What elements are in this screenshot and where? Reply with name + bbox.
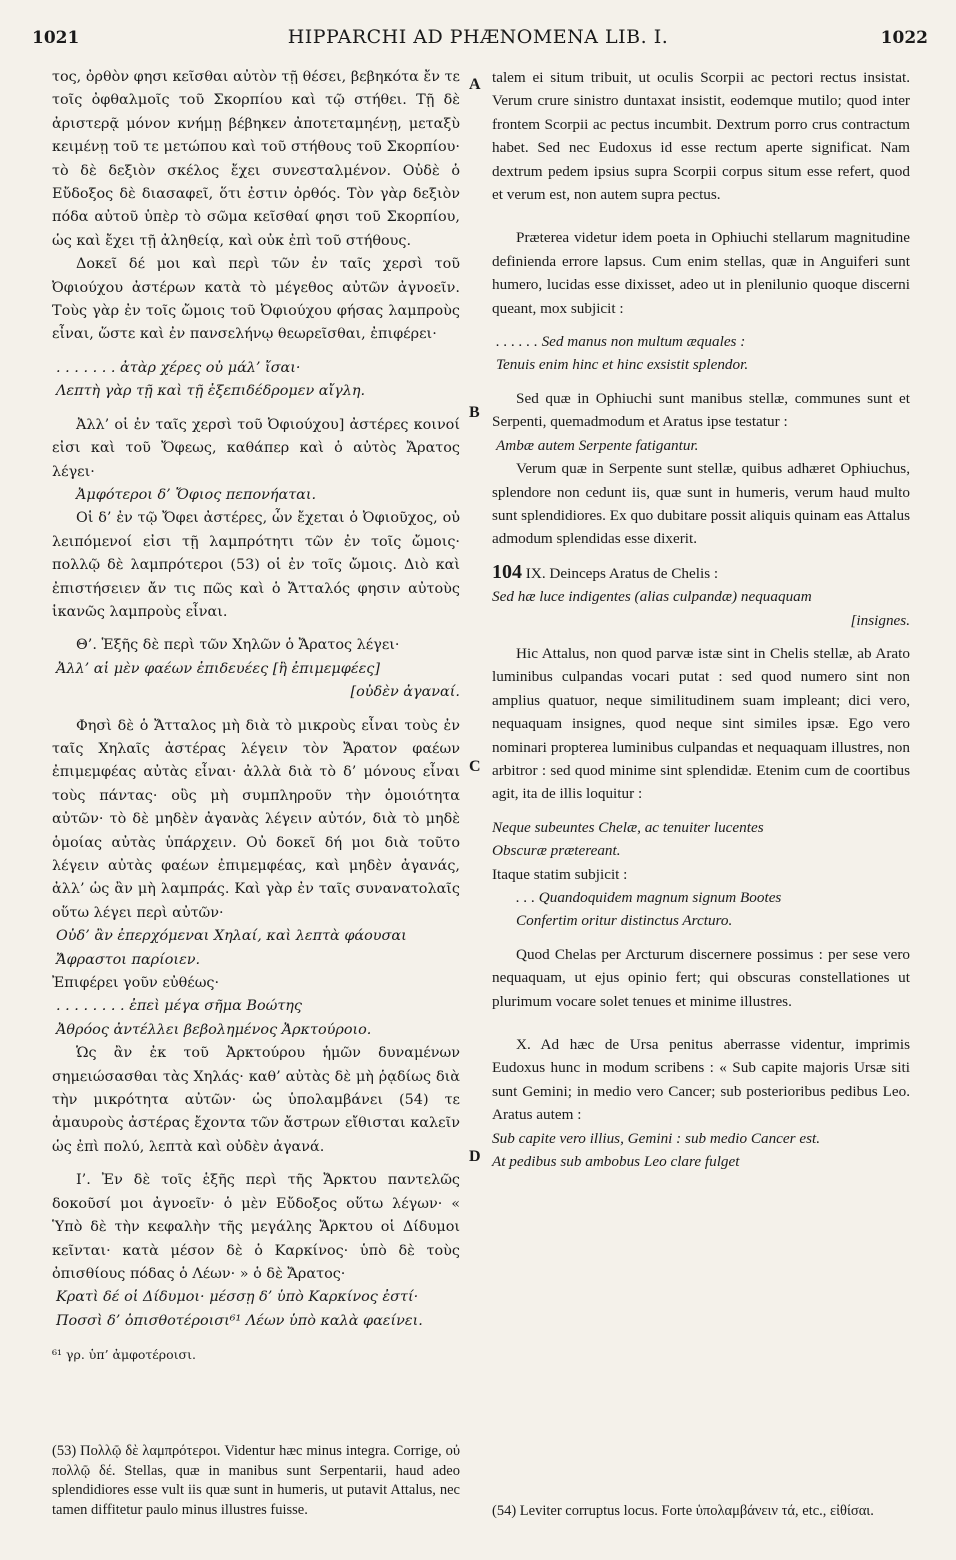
greek-paragraph: Οἱ δ’ ἐν τῷ Ὄφει ἀστέρες, ὧν ἔχεται ὁ Ὀφιοῦχος, οὐ λειπόμενοί εἰσι τῇ λαμπρότητι τῶν ἐν τοῖς ὤμοις· πολλῷ δὲ λαμπρότεροι (53) οἱ ἐν τοῖς ὤμοις. Διὸ καὶ ἐπιστήσειεν ἄν τις πῶς καὶ ὁ Ἄτταλός φησιν αὐτοὺς ἱκανῶς λαμπροὺς εἶναι. — [52, 510, 460, 620]
greek-verse: [οὐδὲν ἀγαναί. — [350, 684, 460, 701]
latin-verse: Sub capite vero illius, Gemini : sub medio Cancer est. — [492, 1129, 821, 1147]
greek-verse: Ἄφραστοι παρίοιεν. — [56, 951, 201, 968]
greek-paragraph: Ὡς ἂν ἐκ τοῦ Ἀρκτούρου ἡμῶν δυναμένων σημειώσασθαι τὰς Χηλάς· καθ’ αὐτὰς δὲ μὴ ῥᾳδίως διὰ τὴν μικρότητα αὐτῶν· ὡς ὑπολαμβάνει (54) τε ἀμαυροὺς ἀστέρας ἔχοντα τῶν ἄστρων εἴθισται καλεῖν ὡς ἐπὶ πολύ, λεπτὰ καὶ οὐδὲν ἀγανά. — [52, 1045, 460, 1155]
greek-verse: Κρατὶ δέ οἱ Δίδυμοι· μέσσῃ δ’ ὑπὸ Καρκίνος ἐστί· — [56, 1289, 419, 1306]
greek-paragraph: Φησὶ δὲ ὁ Ἄτταλος μὴ διὰ τὸ μικροὺς εἶναι τοὺς ἐν ταῖς Χηλαῖς ἀστέρας λέγειν τὸν Ἄρατον φαέων ἐπιμεμφέας αὐτὰς εἶναι· ἀλλὰ διὰ τὸ δ’ μόνους εἶναι τοὺς πάντας· οὓς μὴ συμπληροῦν τὴν ὁμοιότητα αὐτῶν· τὸ δὲ μηδὲν ἀγανὰς λέγειν αὐτόν, διὰ τὸ μηδὲ ὁμοίας αὐτὰς ὑπάρχειν. Οὐ δοκεῖ δή μοι διὰ τοῦτο λέγειν αὐτὰς φαέων ἐπιμεμφέας, καὶ μηδὲν ἀγανάς, ἀλλ’ ὡς ἂν μὴ λαμπράς. Καὶ γὰρ ἐν ταῖς συνανατολαῖς οὕτω λέγει περὶ αὐτῶν· — [52, 717, 460, 921]
latin-verse: [insignes. — [850, 611, 910, 629]
latin-verse: Neque subeuntes Chelæ, ac tenuiter lucentes — [492, 818, 764, 836]
latin-verse: . . . Quandoquidem magnum signum Bootes — [516, 889, 782, 906]
greek-verse: Ἀλλ’ αἱ μὲν φαέων ἐπιδευέες [ἢ ἐπιμεμφέες] — [56, 660, 380, 677]
margin-marker-b: B — [469, 404, 480, 421]
latin-paragraph: Præterea videtur idem poeta in Ophiuchi stellarum magnitudine definienda errore lapsus. Cum enim stellas, quæ in Anguiferi sunt humero, lucidas esse dixisset, adeo ut in plenilunio quoque discerni queant, mox subjicit : — [492, 229, 910, 317]
greek-variant-note: ⁶¹ γρ. ὑπ’ ἀμφοτέροισι. — [52, 1347, 196, 1363]
greek-column — [52, 66, 460, 1367]
margin-marker-c: C — [469, 758, 481, 775]
greek-verse: . . . . . . . ἀτὰρ χέρες οὐ μάλ’ ἴσαι· — [56, 359, 301, 376]
latin-paragraph: Quod Chelas per Arcturum discernere possimus : per sese vero nequaquam, ut ejus opinio fert; qui obscuras constellationes ut plurimum vocare solet tenues et minime illustres. — [492, 945, 910, 1010]
greek-verse: Ἀμφότεροι δ’ Ὄφιος πεπονήαται. — [76, 486, 317, 503]
latin-paragraph: Sed quæ in Ophiuchi sunt manibus stellæ, communes sunt et Serpenti, quemadmodum et Aratus ipse testatur : — [492, 389, 910, 431]
greek-verse: Ποσσὶ δ’ ὀπισθοτέροισι⁶¹ Λέων ὑπὸ καλὰ φαείνει. — [56, 1312, 423, 1329]
greek-paragraph: Ι’. Ἐν δὲ τοῖς ἑξῆς περὶ τῆς Ἄρκτου παντελῶς δοκοῦσί μοι ἀγνοεῖν· ὁ μὲν Εὔδοξος οὕτω λέγων· « Ὑπὸ δὲ τὴν κεφαλὴν τῆς μεγάλης Ἄρκτου οἱ Δίδυμοι κεῖνται· κατὰ μέσον δὲ ὁ Καρκίνος· ὑπὸ δὲ τοὺς ὀπισθίους πόδας ὁ Λέων· » ὁ δὲ Ἄρατος· — [52, 1172, 460, 1282]
greek-section-heading: Θ’. Ἑξῆς δὲ περὶ τῶν Χηλῶν ὁ Ἄρατος λέγει· — [76, 637, 400, 654]
latin-column — [492, 66, 910, 1173]
latin-verse: Ambæ autem Serpente fatigantur. — [496, 436, 699, 454]
page-header — [0, 8, 956, 48]
margin-marker-a: A — [469, 76, 481, 93]
latin-paragraph: Hic Attalus, non quod parvæ istæ sint in Chelis stellæ, ab Arato luminibus culpandas vocari putat : sed quod numero sint non amplius quatuor, neque similitudinem suam impleant; dici vero, nequaquam insignes, quod neque sint similes ipsæ. Ego vero nominari propterea luminibus culpandas et nequaquam illustres, non arbitror : sed quod minime sint splendidæ. Etenim cum de coortibus agit, ita de illis loquitur : — [492, 644, 910, 803]
latin-paragraph: Itaque statim subjicit : — [492, 865, 628, 883]
left-page-number: 1021 — [32, 28, 80, 48]
latin-paragraph: X. Ad hæc de Ursa penitus aberrasse videntur, imprimis Eudoxus hunc in modum scribens : « Sub capite majoris Ursæ siti sunt Gemini; in medio vero Cancer; sub posterioribus pedibus Leo. Aratus autem : — [492, 1036, 910, 1124]
latin-verse: Sed hæ luce indigentes (alias culpandæ) nequaquam — [492, 588, 812, 606]
section-number: 104 — [492, 560, 522, 583]
latin-paragraph: talem ei situm tribuit, ut oculis Scorpii ac pectori rectus insistat. Verum crure sinistro duntaxat insistit, eodemque mutilo; quod inter frontem Scorpii ac pectus incumbit. Dextrum porro crus contractum habet. Sed nec Eudoxus id esse rectum aperte significat. Nam dextrum pedem ipsius supra Scorpii corpus situm esse refert, quod et verum est, non autem supra pectus. — [492, 69, 910, 204]
greek-verse: Ἀθρόος ἀντέλλει βεβολημένος Ἀρκτούροιο. — [56, 1021, 372, 1038]
margin-marker-d: D — [469, 1148, 481, 1165]
greek-verse: Οὐδ’ ἂν ἐπερχόμεναι Χηλαί, καὶ λεπτὰ φάουσαι — [56, 928, 407, 945]
latin-verse: Obscuræ prætereant. — [492, 842, 621, 860]
latin-section-lead: IX. Deinceps Aratus de Chelis : — [525, 564, 719, 582]
latin-verse: At pedibus sub ambobus Leo clare fulget — [492, 1153, 740, 1171]
greek-verse: Λεπτὴ γὰρ τῇ καὶ τῇ ἐξεπιδέδρομεν αἴγλη. — [56, 383, 366, 400]
greek-paragraph: τος, ὀρθὸν φησι κεῖσθαι αὐτὸν τῇ θέσει, βεβηκότα ἔν τε τοῖς ὀφθαλμοῖς τοῦ Σκορπίου καὶ τῷ στήθει. Τῇ δὲ ἀριστερᾷ μόνον κνήμῃ βέβηκεν ἀποτεταμηένῃ, μεταξὺ κειμένῃ τοῦ τε μετώπου καὶ τοῦ στήθους τοῦ Σκορπίου· τὸ δὲ δεξιὸν σκέλος ἔχει συνεσταλμένον. Οὐδὲ ὁ Εὔδοξος δὲ διασαφεῖ, ὅτι ἐστιν ὀρθός. Τὸν γὰρ δεξιὸν πόδα αὐτοῦ ὑπὲρ τὸ σῶμα κεῖσθαί φησι τοῦ Σκορπίου, ὡς καὶ ἔχει τῇ ἀληθείᾳ, καὶ οὐκ ἐπὶ τοῦ στήθους. — [52, 69, 460, 249]
greek-paragraph: Ἐπιφέρει γοῦν εὐθέως· — [52, 975, 220, 992]
footnote-54: (54) Leviter corruptus locus. Forte ὑπολαμβάνειν τά, etc., εἰθίσαι. — [492, 1503, 874, 1519]
latin-section-heading — [492, 561, 910, 585]
right-page-number: 1022 — [880, 28, 928, 48]
latin-paragraph: Verum quæ in Serpente sunt stellæ, quibus adhæret Ophiuchus, splendore non cedunt iis, quæ sunt in humeris, verum haud multo sunt splendidiores. Ex quo dubitare possit aliquis quinam eas Attalus admodum splendidas esse dixerit. — [492, 460, 910, 548]
footnote-53: (53) Πολλῷ δὲ λαμπρότεροι. Videntur hæc minus integra. Corrige, οὐ πολλῷ δέ. Stellas, quæ in manibus sunt Serpentarii, haud adeo splendidiores esse vult iis quæ sunt in humeris, ut putavit Attalus, nec tamen diffitetur paulo minus illustres fuisse. — [52, 1443, 460, 1518]
greek-verse: . . . . . . . . ἐπεὶ μέγα σῆμα Βοώτης — [56, 998, 302, 1015]
latin-verse: . . . . . . Sed manus non multum æquales : — [496, 333, 746, 351]
latin-verse: Confertim oritur distinctus Arcturo. — [516, 912, 733, 930]
greek-paragraph: Ἀλλ’ οἱ ἐν ταῖς χερσὶ τοῦ Ὀφιούχου] ἀστέρες κοινοί εἰσι καὶ τοῦ Ὄφεως, καθάπερ καὶ ὁ αὐτὸς Ἄρατος λέγει· — [52, 416, 460, 480]
latin-verse: Tenuis enim hinc et hinc exsistit splendor. — [496, 356, 749, 374]
running-title: HIPPARCHI AD PHÆNOMENA LIB. I. — [287, 26, 669, 48]
greek-paragraph: Δοκεῖ δέ μοι καὶ περὶ τῶν ἐν ταῖς χερσὶ τοῦ Ὀφιούχου ἀστέρων κατὰ τὸ μέγεθος αὐτῶν ἀγνοεῖν. Τοὺς γὰρ ἐν τοῖς ὤμοις τοῦ Ὀφιούχου φήσας λαμπροὺς εἶναι, ὥστε καὶ ἐν πανσελήνῳ θεωρεῖσθαι, ἐπιφέρει· — [52, 256, 460, 343]
